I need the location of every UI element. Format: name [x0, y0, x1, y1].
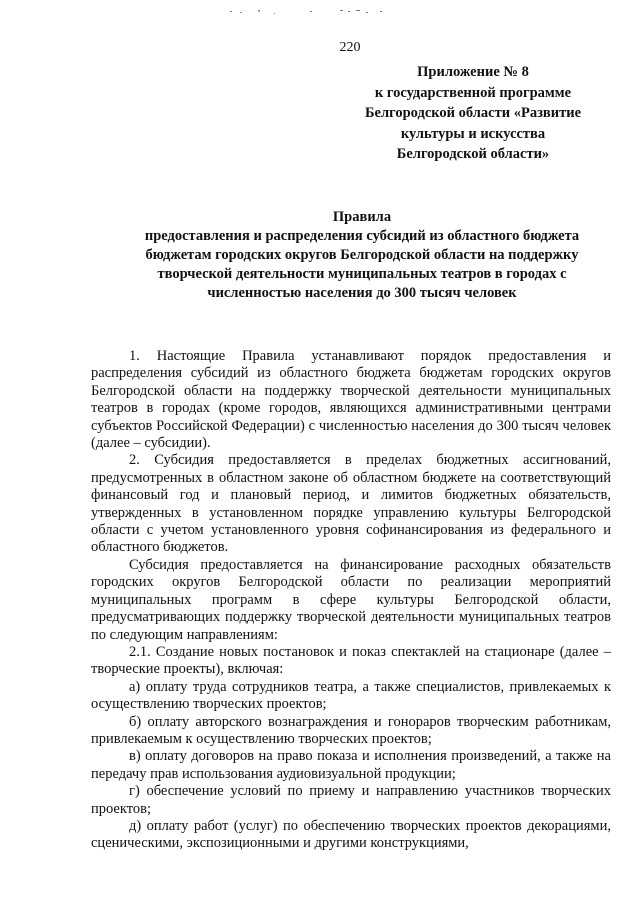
- appendix-line: культуры и искусства: [400, 125, 546, 142]
- paragraph-subsidy-purpose: Субсидия предоставляется на финансирование расходных обязательств городских округов Белгородской области по реализации мероприятий муниципальных программ в сфере культуры Белгородской области, предусматривающих поддержку творческой деятельности муниципальных театров по следующим направлениям:: [91, 556, 611, 643]
- paragraph-1: 1. Настоящие Правила устанавливают порядок предоставления и распределения субсидий из областного бюджета бюджетам городских округов Белгородской области на поддержку творческой деятельности муниципальных театров в городах (кроме городов, являющихся административными центрами субъектов Российской Федерации) с численностью населения до 300 тысяч человек (далее – субсидии).: [91, 348, 611, 452]
- paragraph-2: 2. Субсидия предоставляется в пределах бюджетных ассигнований, предусмотренных в областном законе об областном бюджете на соответствующий финансовый год и плановый период, и лимитов бюджетных обязательств, утвержденных в установленном порядке управлению культуры Белгородской области с учетом установленного уровня софинансирования из федерального и областного бюджетов.: [91, 452, 611, 556]
- appendix-line: Приложение № 8: [417, 64, 529, 80]
- paragraph-2-1: 2.1. Создание новых постановок и показ спектаклей на стационаре (далее – творческие проекты), включая:: [91, 643, 611, 678]
- appendix-line: Белгородской области»: [396, 146, 550, 162]
- document-body: [91, 348, 611, 853]
- list-item-v: в) оплату договоров на право показа и исполнения произведений, а также на передачу прав использования аудиовизуальной продукции;: [91, 748, 611, 782]
- title-heading: Правила: [332, 209, 392, 225]
- appendix-line: к государственной программе: [374, 84, 572, 101]
- page-number: 220: [339, 40, 361, 55]
- title-subtitle-line: численностью населения до 300 тысяч человек: [207, 285, 517, 301]
- list-item-b: б) оплату авторского вознаграждения и гонораров творческим работникам, привлекаемым к осуществлению творческих проектов;: [91, 713, 611, 747]
- appendix-line: Белгородской области «Развитие: [364, 105, 582, 121]
- list-item-d: д) оплату работ (услуг) по обеспечению творческих проектов декорациями, сценическими, экспозиционными и другими конструкциями,: [91, 817, 611, 852]
- document-title: [92, 208, 632, 303]
- title-subtitle-line: бюджетам городских округов Белгородской области на поддержку: [145, 247, 579, 263]
- scan-noise-marks: [230, 8, 400, 16]
- title-subtitle-line: творческой деятельности муниципальных театров в городах с: [157, 266, 567, 282]
- list-item-a: а) оплату труда сотрудников театра, а также специалистов, привлекаемых к осуществлению творческих проектов;: [91, 678, 611, 713]
- list-item-g: г) обеспечение условий по приему и направлению участников творческих проектов;: [91, 783, 611, 817]
- appendix-note: [348, 62, 598, 165]
- title-subtitle-line: предоставления и распределения субсидий из областного бюджета: [144, 228, 580, 244]
